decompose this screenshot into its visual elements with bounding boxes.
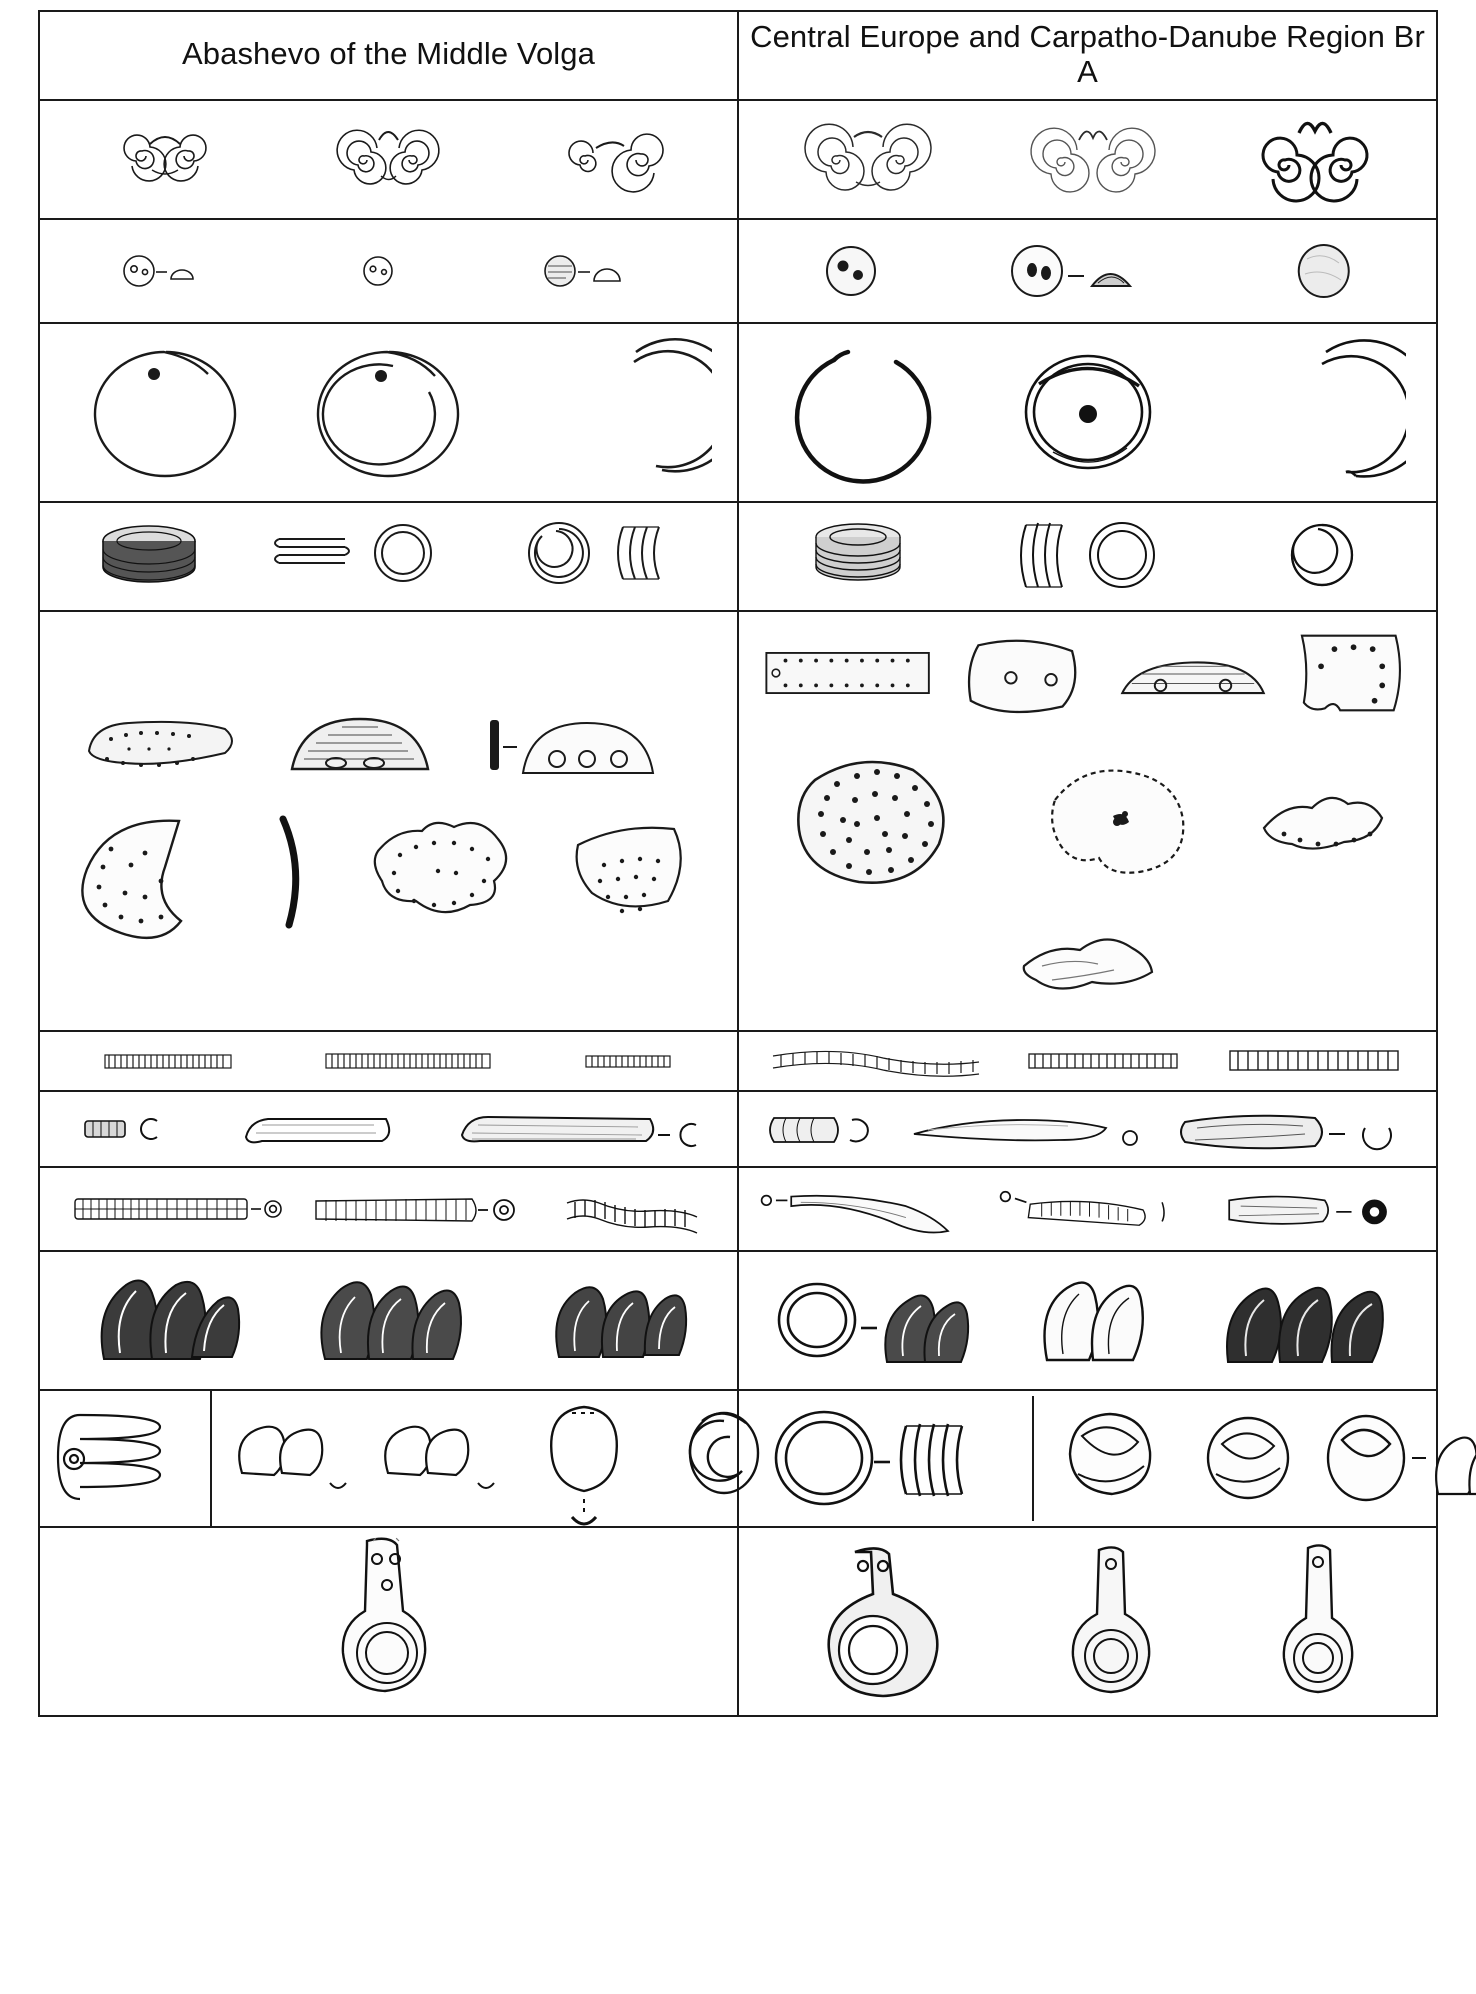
perforated-rectangular-strip-icon — [753, 628, 944, 718]
item-group-line-1 — [739, 612, 1436, 734]
item-group — [40, 1093, 737, 1165]
dotted-fragment-plate-icon — [350, 805, 530, 940]
thick-penannular-ring-icon — [770, 330, 960, 495]
double-spiral-pendant-wide-icon — [552, 110, 672, 210]
bead-and-ribbed-rod-icon — [992, 1174, 1212, 1244]
coiled-ring-with-stud-icon — [289, 330, 489, 495]
plain-convex-button-icon — [1269, 226, 1379, 316]
short-bone-tube-icon — [228, 1099, 418, 1159]
item-group-line-2 — [739, 734, 1436, 1030]
cell-left-row-1 — [39, 100, 738, 219]
small-spiral-tube-icon — [558, 1040, 698, 1082]
ring-with-central-stud-icon — [993, 330, 1183, 495]
table-row — [39, 1251, 1437, 1390]
studded-square-plaque-icon — [1279, 618, 1422, 728]
comparison-table — [38, 10, 1438, 1717]
item-group — [739, 1168, 1436, 1250]
sub-cell-container — [40, 1391, 737, 1526]
two-hole-button-icon — [796, 226, 906, 316]
penannular-bracelet-icon — [512, 330, 712, 495]
table-row — [39, 1031, 1437, 1091]
tube-with-loop-icon — [756, 1098, 896, 1160]
small-tube-with-ring-icon — [69, 1099, 199, 1159]
triple-tusk-pendant-icon — [74, 1261, 264, 1381]
double-spiral-pendant-paired-icon — [788, 110, 948, 210]
cell-right-row-4 — [738, 502, 1437, 611]
shell-bead-pair-2-icon — [362, 1399, 512, 1519]
table-row — [39, 100, 1437, 219]
paired-tusk-pendant-icon — [1007, 1258, 1187, 1383]
item-group — [739, 1032, 1436, 1090]
dotted-fan-plate-icon — [552, 805, 712, 940]
hatched-dome-plaque-icon — [274, 703, 444, 793]
shell-cluster-icon — [533, 1261, 703, 1381]
bar-and-three-hole-plaque-icon — [477, 703, 707, 793]
dark-tusk-cluster-icon — [1204, 1258, 1414, 1383]
round-shell-bead-icon — [1184, 1396, 1314, 1521]
shell-bead-pair-icon — [212, 1399, 362, 1519]
cell-right-row-2 — [738, 219, 1437, 323]
cell-right-row-9 — [738, 1251, 1437, 1390]
open-ring-with-stud-icon — [66, 330, 266, 495]
cell-right-row-8 — [738, 1167, 1437, 1251]
open-shell-bead-icon — [1034, 1396, 1184, 1521]
ribbed-rod-with-bead-icon — [61, 1179, 291, 1239]
ring-and-tusk-pair-icon — [761, 1258, 991, 1383]
cell-right-row-11 — [738, 1527, 1437, 1716]
narrow-racket-pin-icon — [1244, 1534, 1394, 1709]
item-group — [739, 1528, 1436, 1715]
column-title-right: Central Europe and Carpatho-Danube Region Br A — [750, 19, 1425, 89]
ribbed-rod-with-ring-icon — [304, 1179, 534, 1239]
figure-plate — [0, 10, 1476, 1994]
small-dotted-fragment-icon — [1244, 760, 1404, 880]
item-group — [40, 1529, 737, 1714]
table-row — [39, 1091, 1437, 1167]
small-leaf-fragment-icon — [1008, 904, 1168, 1024]
cell-left-row-5 — [39, 611, 738, 1031]
item-group — [40, 230, 737, 312]
sub-cell-container — [739, 1396, 1436, 1521]
large-wire-coil-icon — [40, 1399, 210, 1519]
short-twisted-coil-icon — [547, 1179, 717, 1239]
table-row — [39, 611, 1437, 1031]
header-cell-left — [39, 11, 738, 100]
cell-left-row-6 — [39, 1031, 738, 1091]
cell-right-row-7 — [738, 1091, 1437, 1167]
double-spiral-pendant-knotted-icon — [329, 110, 449, 210]
shell-bead-with-tusks-icon — [1314, 1396, 1476, 1521]
cell-right-row-10 — [738, 1390, 1437, 1527]
sub-cell-right-a — [739, 1396, 1034, 1521]
table-row — [39, 323, 1437, 502]
item-group — [40, 503, 737, 610]
table-row — [39, 219, 1437, 323]
item-group-line-2 — [40, 799, 737, 946]
item-group — [40, 1034, 737, 1088]
cell-left-row-2 — [39, 219, 738, 323]
item-group — [739, 1092, 1436, 1166]
item-group — [40, 104, 737, 216]
two-hole-trapezoid-plaque-icon — [944, 626, 1106, 721]
item-group — [40, 324, 737, 501]
dotted-round-disc-icon — [771, 740, 981, 900]
table-header-row — [39, 11, 1437, 100]
item-group — [739, 503, 1436, 610]
ring-with-coil-icon — [760, 1396, 1010, 1521]
cell-right-row-5 — [738, 611, 1437, 1031]
sub-cell-left-a — [40, 1391, 212, 1526]
double-spiral-pendant-small-icon — [106, 110, 226, 210]
heart-shaped-pendant-icon — [512, 1391, 662, 1526]
cell-right-row-3 — [738, 323, 1437, 502]
perforated-racket-pendant-icon — [299, 1533, 479, 1708]
sub-cell-right-b — [1034, 1396, 1476, 1521]
cell-left-row-11 — [39, 1527, 738, 1716]
medium-spiral-tube-icon — [308, 1040, 508, 1082]
sub-cell-left-b — [212, 1391, 792, 1526]
table-row — [39, 502, 1437, 611]
item-group — [40, 1173, 737, 1245]
cell-left-row-9 — [39, 1251, 738, 1390]
cell-left-row-8 — [39, 1167, 738, 1251]
large-racket-pendant-icon — [781, 1534, 981, 1709]
dotted-oval-plaque-icon — [71, 703, 241, 793]
short-spiral-tube-icon — [79, 1040, 259, 1082]
item-group — [739, 220, 1436, 322]
spiral-disc-with-coil-icon — [503, 509, 703, 604]
wide-penannular-bracelet-icon — [1216, 330, 1406, 495]
long-bone-tube-with-ring-icon — [448, 1099, 708, 1159]
ribbed-coil-with-ring-icon — [992, 509, 1192, 604]
two-hole-disc-with-dome-icon — [992, 226, 1182, 316]
flat-coil-with-ring-icon — [263, 509, 463, 604]
banded-spiral-tube-icon — [783, 509, 933, 604]
header-cell-right — [738, 11, 1437, 100]
bead-and-long-rod-icon — [753, 1174, 992, 1244]
double-spiral-pendant-open-icon — [1017, 110, 1167, 210]
cell-left-row-4 — [39, 502, 738, 611]
hatched-disc-with-dome-icon — [528, 236, 668, 306]
item-group — [739, 101, 1436, 218]
coiled-wire-ring-icon — [1252, 509, 1392, 604]
table-row — [39, 1167, 1437, 1251]
cell-left-row-3 — [39, 323, 738, 502]
dotted-crescent-plate-icon — [65, 805, 235, 940]
item-group — [739, 1252, 1436, 1389]
cell-right-row-6 — [738, 1031, 1437, 1091]
column-title-left: Abashevo of the Middle Volga — [182, 36, 595, 72]
thick-spiral-tube-icon — [1214, 1038, 1414, 1084]
rod-with-dark-bead-icon — [1212, 1174, 1422, 1244]
table-row — [39, 1527, 1437, 1716]
small-two-hole-disc-icon — [338, 236, 418, 306]
item-group-line-1 — [40, 697, 737, 799]
medium-spiral-tube-icon — [1007, 1038, 1197, 1084]
cell-left-row-7 — [39, 1091, 738, 1167]
banded-spiral-tube-icon — [74, 509, 224, 604]
double-spiral-pendant-heavy-icon — [1237, 107, 1387, 212]
small-racket-pendant-icon — [1037, 1534, 1187, 1709]
low-ridged-plaque-icon — [1107, 626, 1279, 721]
disc-with-two-holes-and-dome-icon — [109, 236, 229, 306]
long-curved-spiral-tube-icon — [761, 1038, 991, 1084]
split-bone-tube-with-hook-icon — [1169, 1098, 1419, 1160]
cell-right-row-1 — [738, 100, 1437, 219]
long-thin-tube-with-bead-icon — [902, 1098, 1162, 1160]
curved-rod-icon — [257, 805, 327, 940]
item-group — [40, 1255, 737, 1387]
table-row — [39, 1390, 1437, 1527]
cell-left-row-10 — [39, 1390, 738, 1527]
item-group — [739, 324, 1436, 501]
grouped-shell-pendants-icon — [303, 1261, 493, 1381]
dotted-irregular-disc-icon — [1017, 740, 1207, 900]
